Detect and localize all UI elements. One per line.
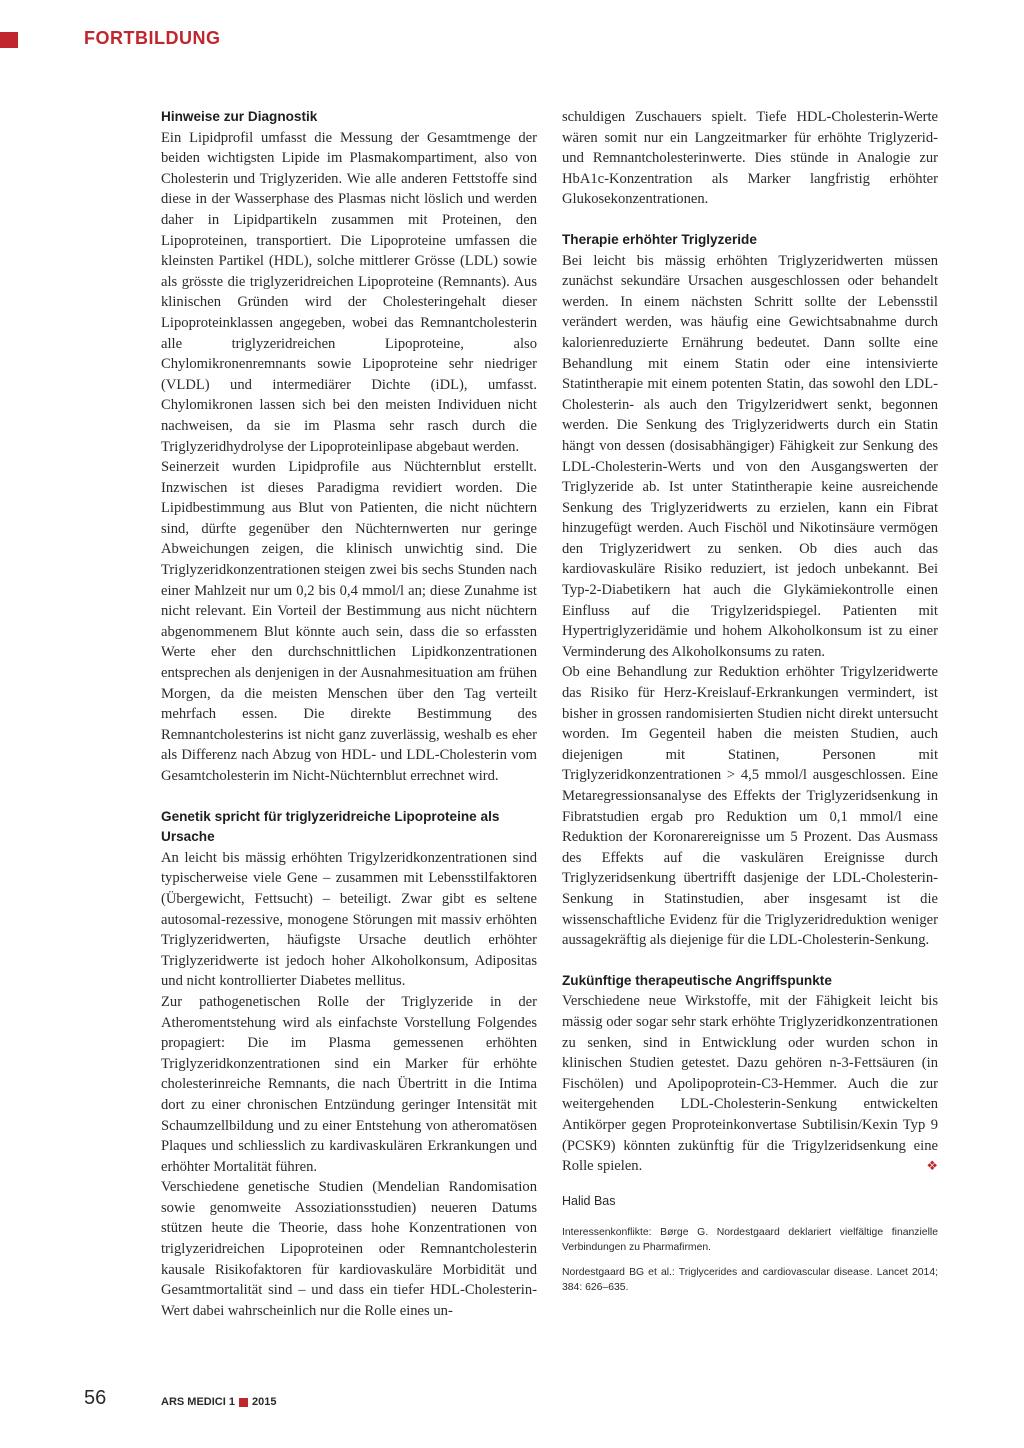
journal-year: 2015 bbox=[251, 1396, 277, 1408]
paragraph: Ein Lipidprofil umfasst die Messung der Gesamtmenge der beiden wichtigsten Lipide im Plasmakompartiment, also von Cholesterin und Triglyzeriden. Wie alle anderen Fettstoffe sind diese in der Wasserphase des Plasmas nicht löslich und werden daher in Lipidpartikeln zusammen mit Proteinen, den Lipoproteinen, transportiert. Die Lipoproteine umfassen die kleinsten Partikel (HDL), solche mittlerer Grösse (LDL) sowie als grösste die triglyzeridreichen Lipoproteine (Remnants). Aus klinischen Gründen wird der Cholesteringehalt dieser Lipoproteinklassen angegeben, wobei das Remnantcholesterin alle triglyzeridreichen Lipoproteine, also Chylomikronenremnants sowie Lipoproteine sehr niedriger (VLDL) und intermediärer Dichte (iDL), umfasst. Chylomikronen lassen sich bei den meisten Individuen nicht nachweisen, da sie im Plasma sehr rasch durch die Triglyzeridhydrolyse der Lipoproteinlipase abgebaut werden. bbox=[161, 129, 537, 455]
paragraph: Zur pathogenetischen Rolle der Triglyzeride in der Atheromentstehung wird als einfachste Vorstellung Folgendes propagiert: Die im Plasma gemessenen erhöhten Triglyzeridkonzentrationen sind ein Marker für erhöhte cholesterinreiche Remnants, die nach Übertritt in die Intima dort zu einer chronischen Entzündung geringer Intensität mit Schaumzellbildung und zu einer Entstehung von atheromatösen Plaques und schliesslich zu kardivaskulären Erkrankungen und erhöhter Mortalität führen. bbox=[161, 993, 537, 1175]
left-column bbox=[161, 107, 537, 1321]
journal-footer bbox=[161, 1396, 276, 1408]
section-title: FORTBILDUNG bbox=[84, 28, 221, 48]
paragraph bbox=[562, 991, 938, 1176]
heading-zukunft: Zukünftige therapeutische Angriffspunkte bbox=[562, 972, 832, 988]
paragraph: An leicht bis mässig erhöhten Trigylzeridkonzentrationen sind typischerweise viele Gene – zusammen mit Lebensstilfaktoren (Übergewicht, Fettsucht) – beteiligt. Zwar gibt es seltene autosomal-rezessive, monogene Störungen mit massiv erhöhten Triglyzeridwerten, häufigste Ursache deutlich erhöhter Triglyzeridwerte ist jedoch hoher Alkoholkonsum, Adipositas und nicht kontrollierter Diabetes mellitus. bbox=[161, 849, 537, 990]
paragraph: Verschiedene genetische Studien (Mendelian Randomisation sowie genomweite Assoziationsstudien) neueren Datums stützen heute die Theorie, dass hohe Konzentrationen von triglyzeridreichen Lipoproteinen oder Remnantcholesterin kausale Risikofaktoren für kardiovaskuläre Morbidität und Gesamtmortalität sind – und dass ein tiefer HDL-Cholesterin-Wert dabei wahrscheinlich nur die Rolle eines un- bbox=[161, 1179, 537, 1319]
heading-genetik: Genetik spricht für triglyzeridreiche Lipoproteine als Ursache bbox=[161, 808, 500, 845]
section-marker bbox=[0, 32, 18, 48]
heading-therapie: Therapie erhöhter Triglyzeride bbox=[562, 231, 757, 247]
conflict-note: Interessenkonflikte: Børge G. Nordestgaard deklariert vielfältige finanzielle Verbindungen zu Pharmafirmen. bbox=[562, 1227, 938, 1254]
author-name: Halid Bas bbox=[562, 1193, 616, 1208]
journal-name: ARS MEDICI 1 bbox=[161, 1396, 235, 1408]
paragraph: schuldigen Zuschauers spielt. Tiefe HDL-Cholesterin-Werte wären somit nur ein Langzeitmarker für erhöhte Triglyzerid- und Remnantcholesterinwerte. Dies stünde in Analogie zur HbA1c-Konzentration als Marker langfristig erhöhter Glukosekonzentrationen. bbox=[562, 109, 938, 208]
paragraph: Ob eine Behandlung zur Reduktion erhöhter Trigylzeridwerte das Risiko für Herz-Kreislauf-Erkrankungen vermindert, ist bisher in grossen randomisierten Studien nicht direkt untersucht worden. Im Gegenteil haben die meisten Studien, auch diejenigen mit Statinen, Personen mit Triglyzeridkonzentrationen > 4,5 mmol/l ausgeschlossen. Eine Metaregressionsanalyse des Effekts der Triglyzeridsenkung in Fibratstudien ergab pro Reduktion um 0,1 mmol/l eine Reduktion der Koronarereignisse um 5 Prozent. Das Ausmass des Effekts auf die vaskulären Ereignisse durch Triglyzeridsenkung übertrifft dasjenige der LDL-Cholesterin-Senkung in Statinstudien, aber insgesamt ist die wissenschaftliche Evidenz für die Triglyzeridreduktion weniger aussagekräftig als diejenige für die LDL-Cholesterin-Senkung. bbox=[562, 664, 938, 949]
paragraph: Bei leicht bis mässig erhöhten Triglyzeridwerten müssen zunächst sekundäre Ursachen ausgeschlossen oder behandelt werden. In einem nächsten Schritt sollte der Lebensstil verändert werden, was häufig eine Gewichtsabnahme durch kalorienreduzierte Ernährung bedeutet. Dann sollte eine Behandlung mit einem Statin oder eine intensivierte Statintherapie mit einem potenten Statin, das sowohl den LDL-Cholesterin- als auch den Trigylzeridwert senkt, begonnen werden. Die Senkung des Triglyzeridwerts durch ein Statin hängt von dessen (dosisabhängiger) Fähigkeit zur Senkung des LDL-Cholesterin-Werts und von den Ausgangswerten der Triglyzeride ab. Ist unter Statintherapie keine ausreichende Senkung des Triglyzeridwerts zu erzielen, kann ein Fibrat hinzugefügt werden. Auch Fischöl und Nikotinsäure vermögen den Triglyzeridwert zu senken. Ob dies auch das kardiovaskuläre Risiko reduziert, ist jedoch unbekannt. Bei Typ-2-Diabetikern hat auch die Glykämiekontrolle einen Einfluss auf die Trigylzeridspiegel. Patienten mit Hypertriglyzeridämie und hohem Alkoholkonsum ist zu einer Verminderung des Alkoholkonsums zu raten. bbox=[562, 252, 938, 660]
page-number: 56 bbox=[84, 1387, 107, 1409]
footer-square-icon bbox=[239, 1398, 248, 1407]
end-mark-icon: ❖ bbox=[926, 1158, 938, 1174]
reference-note: Nordestgaard BG et al.: Triglycerides and cardiovascular disease. Lancet 2014; 384: 626–635. bbox=[562, 1267, 938, 1294]
paragraph-text: Verschiedene neue Wirkstoffe, mit der Fähigkeit leicht bis mässig oder sogar sehr stark erhöhte Triglyzeridkonzentrationen zu senken, sind in Entwicklung oder wurden schon in klinischen Studien getestet. Dazu gehören n-3-Fettsäuren (in Fischölen) und Apolipoprotein-C3-Hemmer. Auch die zur weitergehenden LDL-Cholesterin-Senkung entwickelten Antikörper gegen Proproteinkonvertase Subtilisin/Kexin Typ 9 (PCSK9) könnten zukünftig für die Trigylzeridsenkung eine Rolle spielen. bbox=[562, 993, 938, 1175]
paragraph: Seinerzeit wurden Lipidprofile aus Nüchternblut erstellt. Inzwischen ist dieses Paradigma revidiert worden. Die Lipidbestimmung aus Blut von Patienten, die nicht nüchtern sind, dürfte gegenüber den Nüchternwerten nur geringe Abweichungen zeigen, die klinisch unwichtig sind. Die Triglyzeridkonzentrationen steigen zwei bis sechs Stunden nach einer Mahlzeit nur um 0,2 bis 0,4 mmol/l an; diese Zunahme ist nicht relevant. Ein Vorteil der Bestimmung aus nicht nüchtern abgenommenem Blut könnte auch sein, dass die so erfassten Werte eher den durchschnittlichen Lipidkonzentrationen entsprechen als denjenigen in der Ausnahmesituation am frühen Morgen, da die meisten Menschen über den Tag verteilt mehrfach essen. Die direkte Bestimmung des Remnantcholesterins ist nicht ganz zuverlässig, weshalb es eher als Differenz nach Abzug von HDL- und LDL-Cholesterin vom Gesamtcholesterin im Nicht-Nüchternblut errechnet wird. bbox=[161, 459, 537, 784]
right-column bbox=[562, 107, 938, 1305]
heading-diagnostik: Hinweise zur Diagnostik bbox=[161, 109, 318, 124]
